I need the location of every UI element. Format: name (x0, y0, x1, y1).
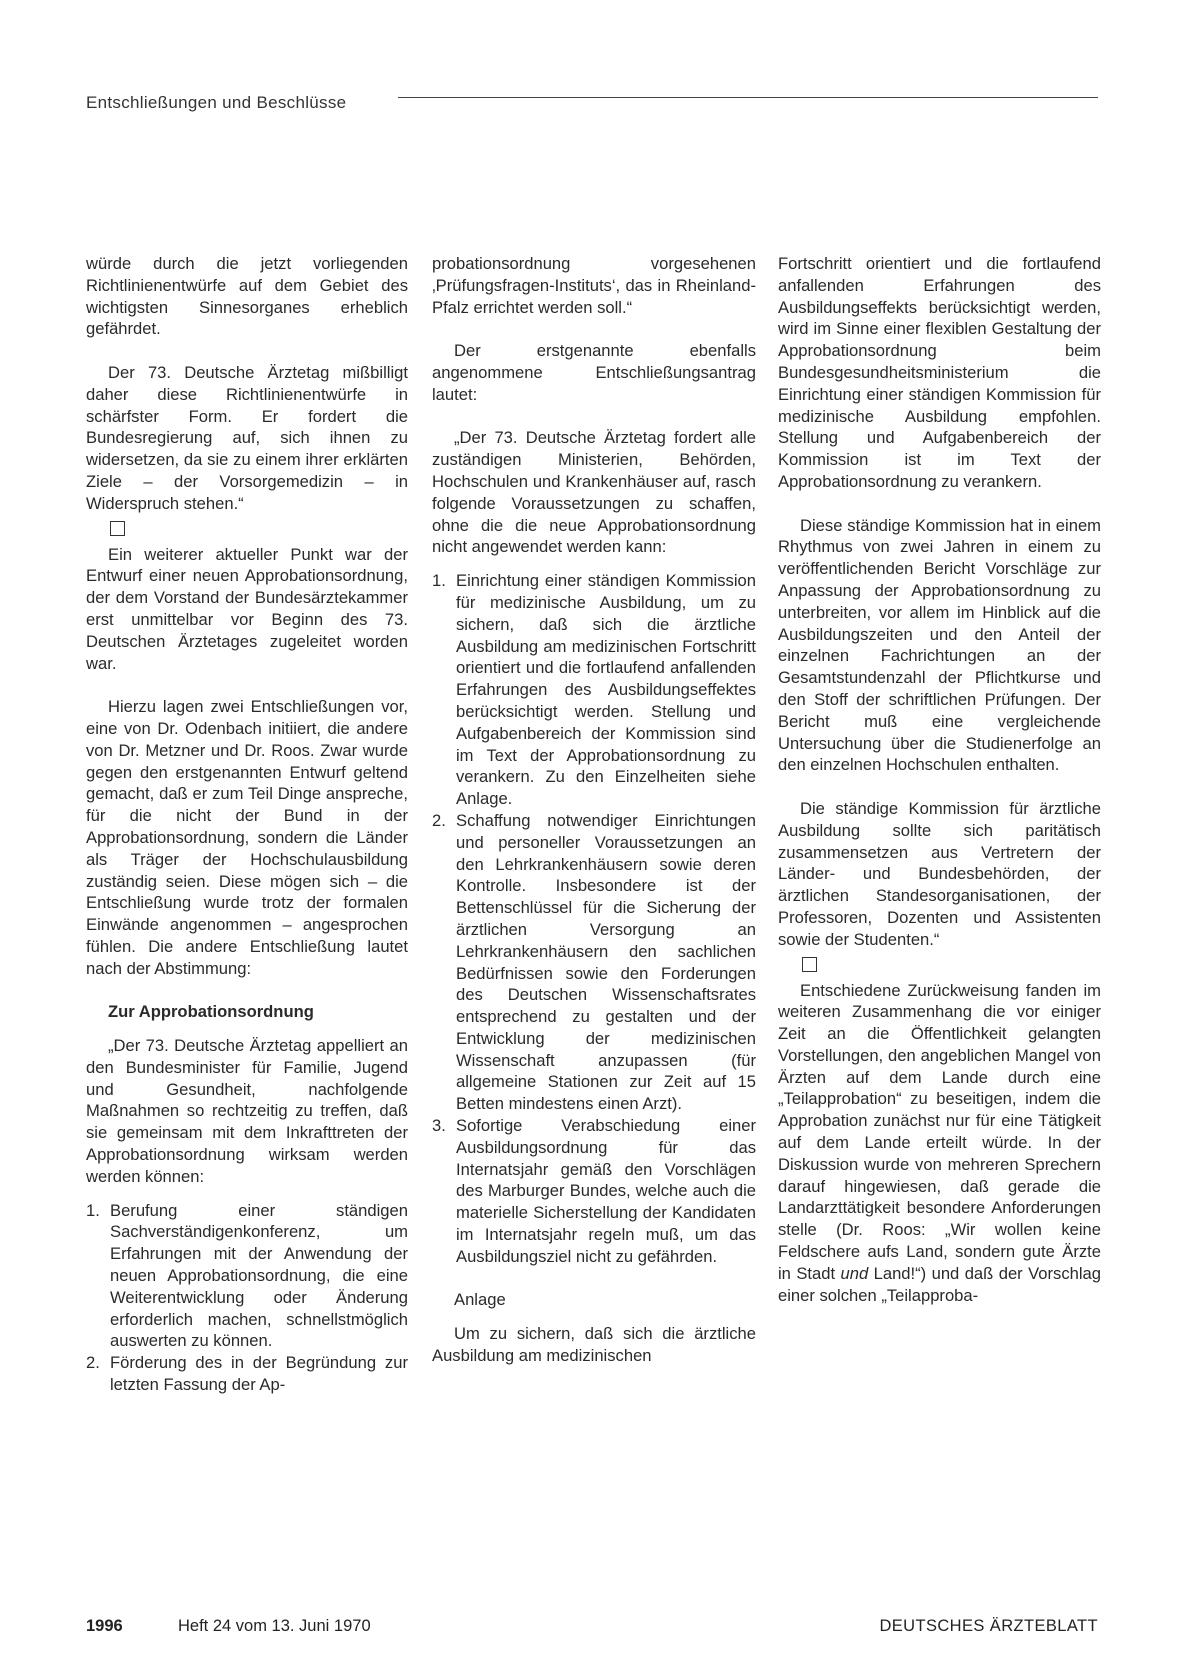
col2-paragraph-1: probationsordnung vorgesehenen ‚Prüfungsfragen-Instituts‘, das in Rheinland-Pfalz errichtet werden soll.“ (432, 254, 756, 317)
subheading-approbationsordnung: Zur Approbationsordnung (108, 1002, 314, 1022)
issue-info: Heft 24 vom 13. Juni 1970 (178, 1617, 371, 1635)
col3-paragraph-4: Entschiedene Zurückweisung fanden im weiteren Zusammenhang die vor einiger Zeit an die Öffentlichkeit gelangten Vorstellungen, den angeblichen Mangel von Ärzten auf dem Lande durch eine „Teilapprobation“ zu beseitigen, indem die Approbation zunächst nur für eine Tätigkeit auf dem Lande erteilt würde. In der Diskussion wurde von mehreren Sprechern darauf hingewiesen, daß gerade die Landarzttätigkeit besondere Anforderungen stelle (Dr. Roos: „Wir wollen keine Feldschere aufs Land, sondern gute Ärzte in Stadt und Land!“) und daß der Vorschlag einer solchen „Teilapproba- (778, 980, 1101, 1305)
column-3 (778, 253, 1101, 1306)
col1-paragraph-3: Ein weiterer aktueller Punkt war der Entwurf einer neuen Approbationsordnung, der dem Vorstand der Bundesärztekammer erst unmittelbar vor Beginn des 73. Deutschen Ärztetages zugeleitet worden war. (86, 544, 408, 673)
col1-paragraph-4: Hierzu lagen zwei Entschließungen vor, eine von Dr. Odenbach initiiert, die andere von Dr. Metzner und Dr. Roos. Zwar wurde gegen den erstgenannten Entwurf geltend gemacht, daß er zum Teil Dinge anspreche, für die nicht der Bund in der Approbationsordnung, sondern die Länder als Träger der Hochschulausbildung zuständig seien. Diese mögen sich – die Entschließung wurde trotz der formalen Einwände angenommen – angesprochen fühlen. Die andere Entschließung lautet nach der Abstimmung: (86, 697, 408, 978)
col3-paragraph-2: Diese ständige Kommission hat in einem Rhythmus von zwei Jahren in einem zu veröffentlichenden Bericht Vorschläge zur Anpassung der Approbationsordnung zu unterbreiten, vor allem im Hinblick auf die Ausbildungszeiten und den Anteil der einzelnen Fachrichtungen an der Gesamtstundenzahl der Pflichtkurse und den Stoff der schriftlichen Prüfungen. Der Bericht muß eine vergleichende Untersuchung über die Studienerfolge an den einzelnen Hochschulen enthalten. (778, 515, 1101, 775)
col1-paragraph-1: würde durch die jetzt vorliegenden Richtlinienentwürfe auf dem Gebiet des wichtigsten Sinnesorganes erheblich gefährdet. (86, 254, 408, 339)
page-number: 1996 (86, 1617, 123, 1635)
running-title: Entschließungen und Beschlüsse (86, 93, 347, 112)
col3-paragraph-1: Fortschritt orientiert und die fortlaufend anfallenden Erfahrungen des Ausbildungseffekts berücksichtigt werden, wird im Sinne einer flexiblen Gestaltung der Approbationsordnung beim Bundesgesundheitsministerium die Einrichtung einer ständigen Kommission für medizinische Ausbildung empfohlen. Stellung und Aufgabenbereich der Kommission ist im Text der Approbationsordnung zu verankern. (778, 254, 1101, 491)
list-item: 2. Förderung des in der Begründung zur letzten Fassung der Ap- (86, 1353, 408, 1395)
col2-paragraph-2: Der erstgenannte ebenfalls angenommene Entschließungsantrag lautet: (432, 341, 756, 404)
col2-list (432, 570, 756, 1268)
anlage-heading: Anlage (454, 1290, 506, 1310)
list-item: 1. Einrichtung einer ständigen Kommission für medizinische Ausbildung, um zu sichern, daß sich die ärztliche Ausbildung am medizinischen Fortschritt orientiert und die fortlaufend anfallenden Erfahrungen des Ausbildungseffektes berücksichtigt werden. Stellung und Aufgabenbereich der Kommission sind im Text der Approbationsordnung zu verankern. Zu den Einzelheiten siehe Anlage. (432, 571, 756, 809)
column-1 (86, 253, 408, 1396)
col1-paragraph-5: „Der 73. Deutsche Ärztetag appelliert an den Bundesminister für Familie, Jugend und Gesundheit, nachfolgende Maßnahmen so rechtzeitig zu treffen, daß sie gemeinsam mit dem Inkrafttreten der Approbationsordnung wirksam werden werden können: (86, 1036, 408, 1186)
journal-name: DEUTSCHES ÄRZTEBLATT (879, 1617, 1098, 1635)
section-end-square-icon (802, 957, 817, 972)
col1-paragraph-2: Der 73. Deutsche Ärztetag mißbilligt daher diese Richtlinienentwürfe in schärfster Form. Er fordert die Bundesregierung auf, sich ihnen zu widersetzen, da sie zu einem ihrer erklärten Ziele – der Vorsorgemedizin – in Widerspruch stehen.“ (86, 362, 408, 513)
column-2 (432, 253, 756, 1367)
list-item: 2. Schaffung notwendiger Einrichtungen und personeller Voraussetzungen an den Lehrkrankenhäusern sowie deren Kontrolle. Insbesondere ist der Bettenschlüssel für die Sicherung der ärztlichen Versorgung an Lehrkrankenhäusern den sachlichen Bedürfnissen sowie den Forderungen des Deutschen Wissenschaftsrates entsprechend zu gestalten und der Entwicklung der medizinischen Wissenschaft anzupassen (für allgemeine Stationen zur Zeit auf 15 Betten mindestens einen Arzt). (432, 810, 756, 1114)
col3-paragraph-3: Die ständige Kommission für ärztliche Ausbildung sollte sich paritätisch zusammensetzen aus Vertretern der Länder- und Bundesbehörden, der ärztlichen Standesorganisationen, der Professoren, Dozenten und Assistenten sowie der Studenten.“ (778, 798, 1101, 949)
header-rule (398, 97, 1098, 98)
list-item: 3. Sofortige Verabschiedung einer Ausbildungsordnung für das Internatsjahr gemäß den Vorschlägen des Marburger Bundes, welche auch die materielle Sicherstellung der Kandidaten im Internatsjahr regeln muß, um das Ausbildungsziel nicht zu gefährden. (432, 1116, 756, 1266)
col2-paragraph-3: „Der 73. Deutsche Ärztetag fordert alle zuständigen Ministerien, Behörden, Hochschulen und Krankenhäuser auf, rasch folgende Voraussetzungen zu schaffen, ohne die die neue Approbationsordnung nicht angewendet werden kann: (432, 428, 756, 557)
section-end-square-icon (110, 521, 125, 536)
col1-list (86, 1200, 408, 1396)
col2-paragraph-4: Um zu sichern, daß sich die ärztliche Ausbildung am medizinischen (432, 1324, 756, 1366)
list-item: 1. Berufung einer ständigen Sachverständigenkonferenz, um Erfahrungen mit der Anwendung der neuen Approbationsordnung, die eine Weiterentwicklung oder Änderung erforderlich machen, schnellstmöglich auswerten zu können. (86, 1200, 408, 1351)
